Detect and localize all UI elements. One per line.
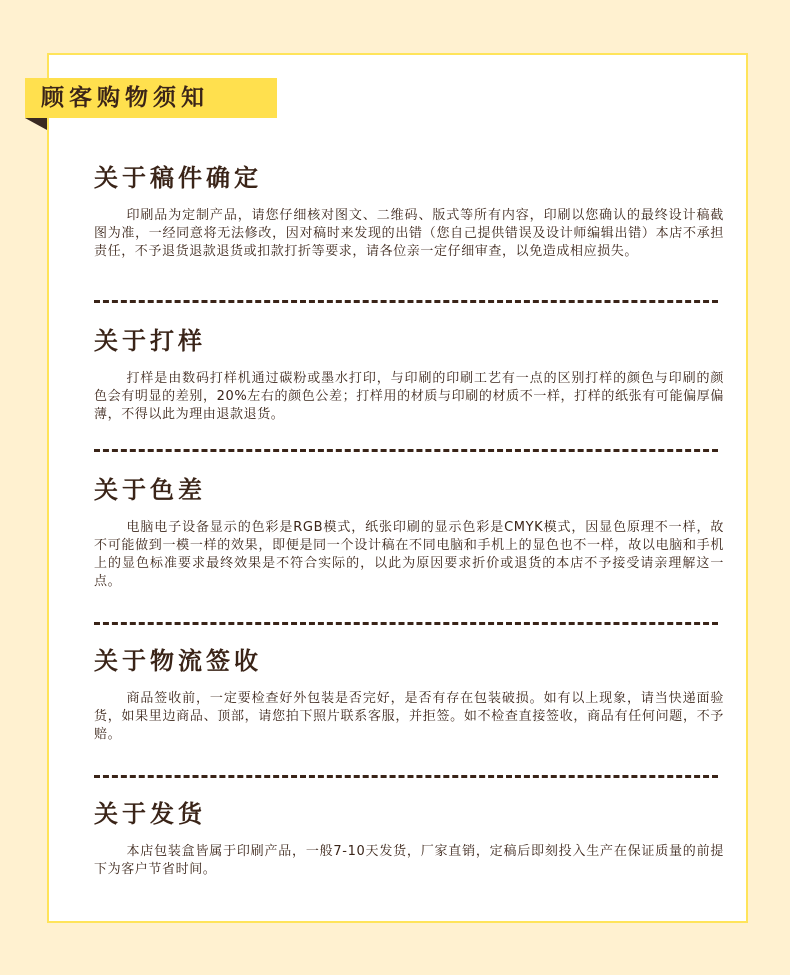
section-body: 打样是由数码打样机通过碳粉或墨水打印，与印刷的印刷工艺有一点的区别打样的颜色与印刷的颜色会有明显的差别，20%左右的颜色公差；打样用的材质与印刷的材质不一样，打样的纸张有可能偏厚偏薄，不得以此为理由退款退货。 (94, 371, 724, 422)
section-color-difference (94, 475, 724, 591)
ribbon-fold (25, 118, 47, 130)
section-heading: 关于打样 (94, 327, 206, 355)
section-heading: 关于稿件确定 (94, 164, 262, 192)
section-proofing (94, 326, 724, 424)
section-heading: 关于物流签收 (94, 647, 262, 675)
section-heading: 关于色差 (94, 476, 206, 504)
dashed-divider (94, 449, 718, 452)
section-body: 电脑电子设备显示的色彩是RGB模式，纸张印刷的显示色彩是CMYK模式，因显色原理不一样，故不可能做到一模一样的效果，即便是同一个设计稿在不同电脑和手机上的显色也不一样，故以电脑和手机上的显色标准要求最终效果是不符合实际的，以此为原因要求折价或退货的本店不予接受请亲理解这一点。 (94, 520, 724, 589)
section-body: 本店包装盒皆属于印刷产品，一般7-10天发货，厂家直销，定稿后即刻投入生产在保证质量的前提下为客户节省时间。 (94, 844, 724, 877)
dashed-divider (94, 622, 718, 625)
dashed-divider (94, 775, 718, 778)
page-title: 顾客购物须知 (25, 78, 277, 118)
section-design-confirmation (94, 163, 724, 261)
section-body: 商品签收前，一定要检查好外包装是否完好，是否有存在包装破损。如有以上现象，请当快递面验货，如果里边商品、顶部，请您拍下照片联系客服，并拒签。如不检查直接签收，商品有任何问题，不予赔。 (94, 691, 724, 742)
section-heading: 关于发货 (94, 800, 206, 828)
section-shipping (94, 799, 724, 879)
section-body: 印刷品为定制产品，请您仔细核对图文、二维码、版式等所有内容，印刷以您确认的最终设计稿截图为准，一经同意将无法修改，因对稿时来发现的出错（您自己提供错误及设计师编辑出错）本店不承担责任，不予退货退款退货或扣款打折等要求，请各位亲一定仔细审查，以免造成相应损失。 (94, 208, 724, 259)
section-logistics-receipt (94, 646, 724, 744)
dashed-divider (94, 300, 718, 303)
